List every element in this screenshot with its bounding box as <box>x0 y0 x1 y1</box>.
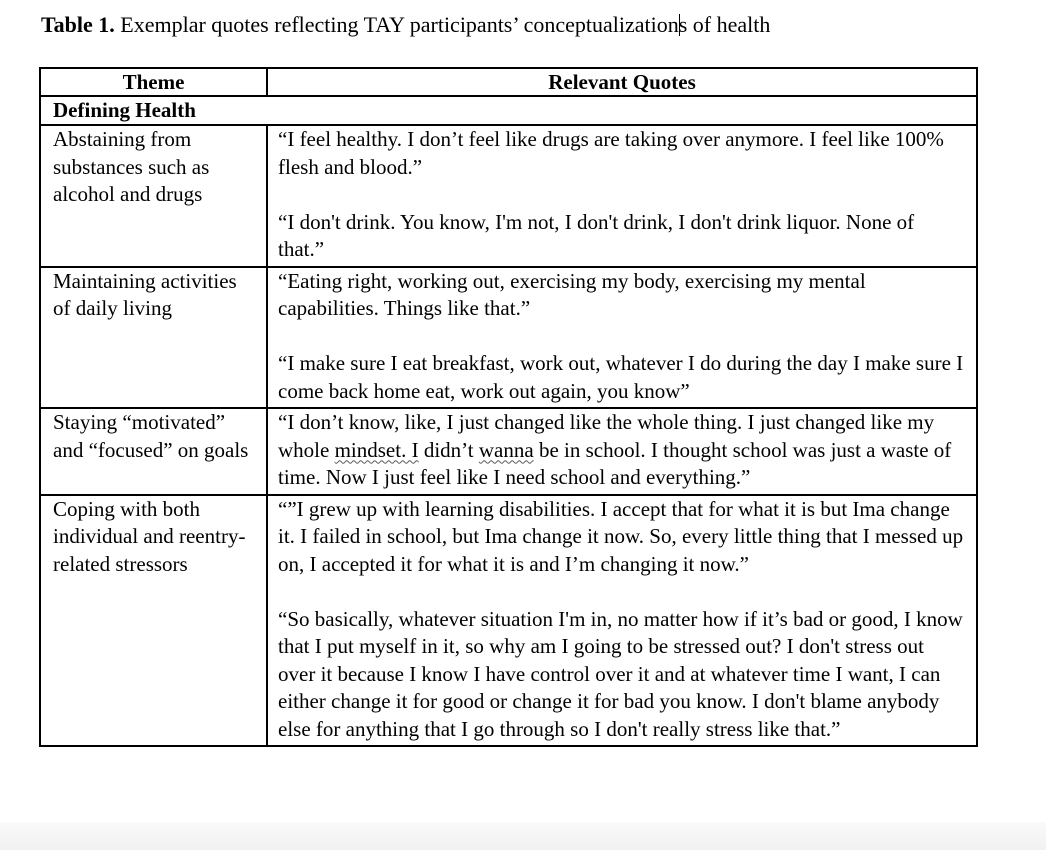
table-row <box>40 267 977 409</box>
table-caption <box>41 10 770 40</box>
table-row <box>40 408 977 495</box>
theme-cell: Staying “motivated” and “focused” on goals <box>40 408 267 495</box>
section-row <box>40 96 977 125</box>
quote <box>278 409 964 492</box>
quote: “So basically, whatever situation I'm in, no matter how if it’s bad or good, I know that I put myself in it, so why am I going to be stressed out? I don't stress out over it because I know I have control over it and at whatever time I want, I can either change it for good or change it for bad you know. I don't blame anybody else for anything that I go through so I don't really stress like that.” <box>278 606 963 741</box>
spellcheck-underline[interactable]: mindset. I <box>334 437 419 462</box>
quote: “I make sure I eat breakfast, work out, whatever I do during the day I make sure I come back home eat, work out again, you know” <box>278 351 964 403</box>
quotes-cell <box>267 495 977 747</box>
quotes-header: Relevant Quotes <box>267 68 977 96</box>
quote-text: be in school. I thought school was just a waste of time. Now I just feel like I need school and everything.” <box>278 437 952 489</box>
header-row <box>40 68 977 96</box>
quotes-table <box>39 67 978 747</box>
quote: “I feel healthy. I don’t feel like drugs are taking over anymore. I feel like 100% flesh and blood.” <box>278 127 944 179</box>
theme-cell: Maintaining activities of daily living <box>40 267 267 409</box>
quote: “Eating right, working out, exercising my body, exercising my mental capabilities. Things like that.” <box>278 268 866 320</box>
caption-label: Table 1. <box>41 12 115 37</box>
quotes-cell <box>267 408 977 495</box>
theme-cell: Coping with both individual and reentry-related stressors <box>40 495 267 747</box>
caption-text-end: s of health <box>678 12 771 37</box>
caption-text: Exemplar quotes reflecting TAY participants’ conceptualization <box>114 12 679 37</box>
quote-text: didn’t <box>418 437 479 462</box>
quotes-cell <box>267 267 977 409</box>
table-row <box>40 495 977 747</box>
theme-cell: Abstaining from substances such as alcohol and drugs <box>40 125 267 267</box>
table-row <box>40 125 977 267</box>
quote-text: “I don’t know, like, I just changed like the whole thing. I just changed like my whole <box>278 410 935 462</box>
spellcheck-underline[interactable]: wanna <box>478 437 534 462</box>
quotes-cell <box>267 125 977 267</box>
quote: “”I grew up with learning disabilities. I accept that for what it is but Ima change it. I failed in school, but Ima change it now. So, every little thing that I messed up on, I accepted it for what it is and I’m changing it now.” <box>278 496 964 576</box>
quote: “I don't drink. You know, I'm not, I don't drink, I don't drink liquor. None of that.” <box>278 209 915 261</box>
section-heading: Defining Health <box>40 96 977 125</box>
window-bottom-edge <box>0 822 1046 850</box>
theme-header: Theme <box>40 68 267 96</box>
